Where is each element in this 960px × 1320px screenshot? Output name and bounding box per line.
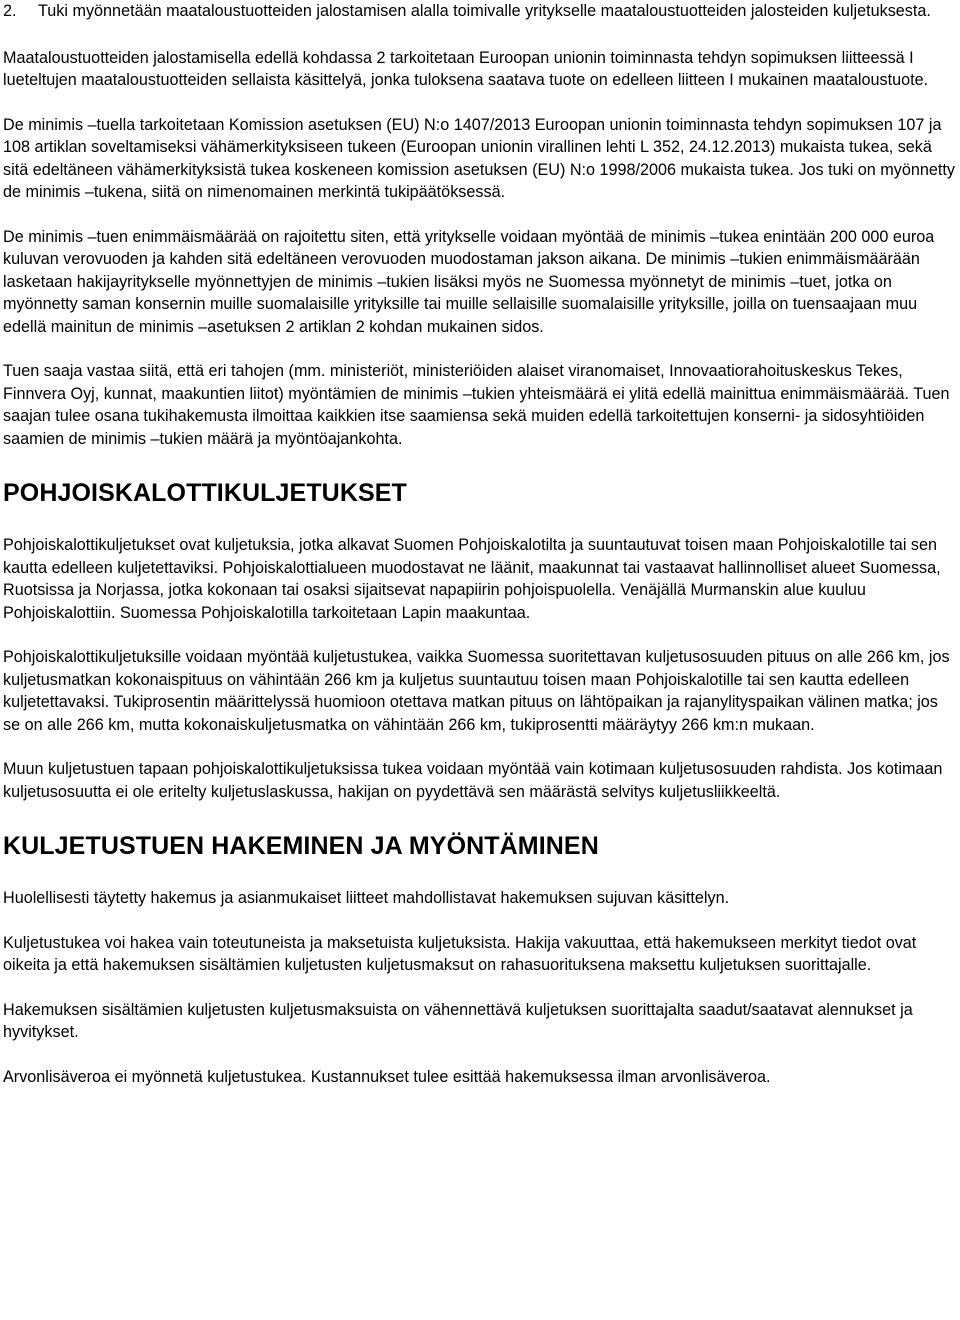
paragraph-paid-transports: Kuljetustukea voi hakea vain toteutuneista ja maksetuista kuljetuksista. Hakija vakuuttaa, että hakemukseen merkityt tiedot ovat oikeita ja että hakemuksen sisältämien kuljetusten kuljetusmaksut on rahasuorituksena maksettu kuljetuksen suorittajalle. [3, 933, 917, 974]
paragraph-careful-application: Huolellisesti täytetty hakemus ja asianmukaiset liitteet mahdollistavat hakemuksen sujuvan käsittelyn. [3, 889, 730, 907]
paragraph-pohjoiskalotti-definition: Pohjoiskalottikuljetukset ovat kuljetuksia, jotka alkavat Suomen Pohjoiskalotilta ja suuntautuvat toisen maan Pohjoiskalotille tai sen kautta edelleen kuljetettaviksi. Pohjoiskalottialueen muodostavat ne läänit, maakunnat tai vastaavat hallinnolliset alueet Suomessa, Ruotsissa ja Norjassa, jotka kokonaan tai osaksi sijaitsevat napapiirin pohjoispuolella. Venäjällä Murmanskin alue kuuluu Pohjoiskalottiin. Suomessa Pohjoiskalotilla tarkoitetaan Lapin maakuntaa. [3, 536, 941, 622]
paragraph-recipient-responsibility: Tuen saaja vastaa siitä, että eri tahojen (mm. ministeriöt, ministeriöiden alaiset viranomaiset, Innovaatiorahoituskeskus Tekes, Finnvera Oyj, kunnat, maakuntien liitot) myöntämien de minimis –tukien yhteismäärä ei ylitä edellä mainittua enimmäismäärää. Tuen saajan tulee osana tukihakemusta ilmoittaa kaikkien itse saamiensa sekä muiden edellä tarkoitettujen konserni- ja sidosyhtiöiden saamien de minimis –tukien määrä ja myöntöajankohta. [3, 362, 950, 448]
paragraph-domestic-freight: Muun kuljetustuen tapaan pohjoiskalottikuljetuksissa tukea voidaan myöntää vain kotimaan kuljetusosuuden rahdista. Jos kotimaan kuljetusosuutta ei ole eritelty kuljetuslaskussa, hakijan on pyydettävä sen määrästä selvitys kuljetusliikkeeltä. [3, 760, 943, 801]
document-page [3, 0, 957, 1110]
numbered-list-item [3, 0, 957, 23]
section-heading-pohjoiskalotti: POHJOISKALOTTIKULJETUKSET [3, 479, 407, 507]
section-heading-application: KULJETUSTUEN HAKEMINEN JA MYÖNTÄMINEN [3, 832, 599, 860]
paragraph-processing-definition: Maataloustuotteiden jalostamisella edellä kohdassa 2 tarkoitetaan Euroopan unionin toiminnasta tehdyn sopimuksen liitteessä I lueteltujen maataloustuotteiden sellaista käsittelyä, jonka tuloksena saatava tuote on edelleen liitteen I mukainen maataloustuote. [3, 48, 929, 89]
paragraph-vat: Arvonlisäveroa ei myönnetä kuljetustukea. Kustannukset tulee esittää hakemuksessa ilman arvonlisäveroa. [3, 1067, 771, 1086]
paragraph-de-minimis-definition: De minimis –tuella tarkoitetaan Komission asetuksen (EU) N:o 1407/2013 Euroopan unionin toiminnasta tehdyn sopimuksen 107 ja 108 artiklan soveltamiseksi vähämerkityksiseen tukeen (Euroopan unionin virallinen lehti L 352, 24.12.2013) mukaista tukea, sekä sitä edeltäneen vähämerkityksistä tukea koskeneen komission asetuksen (EU) N:o 1998/2006 mukaista tukea. Jos tuki on myönnetty de minimis –tukena, siitä on nimenomainen merkintä tukipäätöksessä. [3, 115, 955, 201]
paragraph-de-minimis-limit: De minimis –tuen enimmäismäärää on rajoitettu siten, että yritykselle voidaan myöntää de minimis –tukea enintään 200 000 euroa kuluvan verovuoden ja kahden sitä edeltäneen verovuoden muodostaman jakson aikana. De minimis –tukien enimmäismäärään lasketaan hakijayritykselle myönnettyjen de minimis –tukien lisäksi myös ne Suomessa myönnetyt de minimis –tuet, jotka on myönnetty saman konsernin muille suomalaisille yrityksille tai muille sellaisille suomalaisille yrityksille, joilla on tuensaajaan muu edellä mainitun de minimis –asetuksen 2 artiklan 2 kohdan mukainen sidos. [3, 227, 935, 336]
list-item-text: Tuki myönnetään maataloustuotteiden jalostamisen alalla toimivalle yritykselle maataloustuotteiden jalosteiden kuljetuksesta. [38, 2, 931, 20]
paragraph-discounts: Hakemuksen sisältämien kuljetusten kuljetusmaksuista on vähennettävä kuljetuksen suorittajalta saadut/saatavat alennukset ja hyvitykset. [3, 1000, 913, 1041]
paragraph-pohjoiskalotti-distance: Pohjoiskalottikuljetuksille voidaan myöntää kuljetustukea, vaikka Suomessa suoritettavan kuljetusosuuden pituus on alle 266 km, jos kuljetusmatkan kokonaispituus on vähintään 266 km ja kuljetus suuntautuu toisen maan Pohjoiskalotille tai sen kautta edelleen kuljetettavaksi. Tukiprosentin määrittelyssä huomioon otettava matkan pituus on lähtöpaikan ja rajanylityspaikan välinen matka; jos se on alle 266 km, mutta kokonaiskuljetusmatka on vähintään 266 km, tukiprosentti määräytyy 266 km:n mukaan. [3, 648, 950, 734]
list-item-number: 2. [3, 2, 17, 20]
